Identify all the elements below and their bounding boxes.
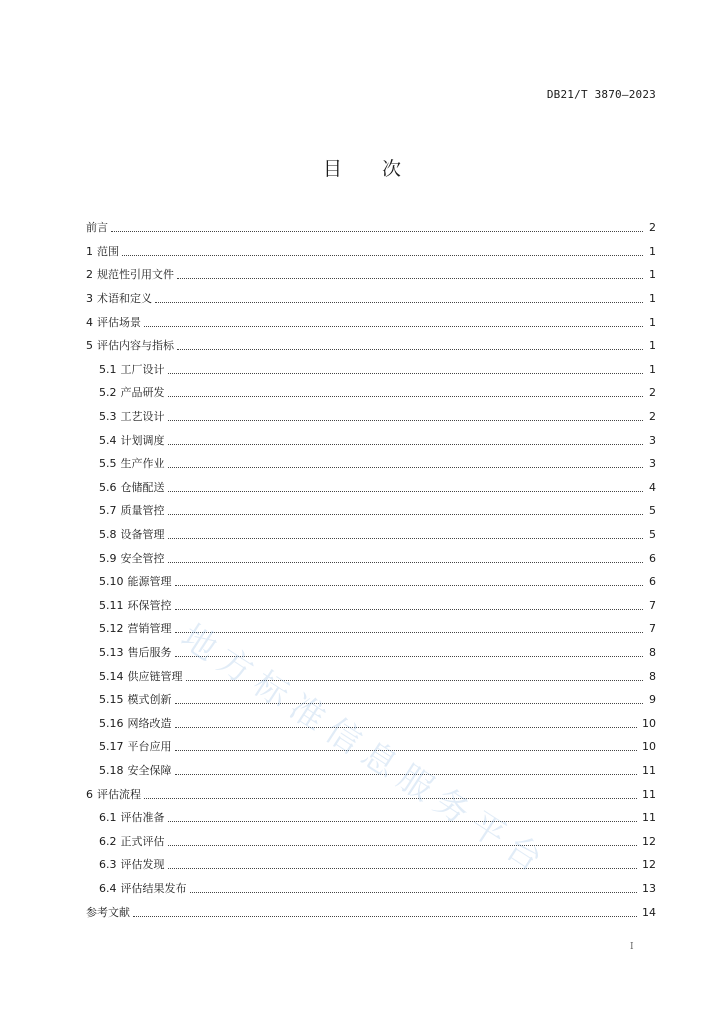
toc-entry-label [86, 317, 144, 328]
toc-entry-title: 术语和定义 [97, 292, 152, 306]
toc-dot-leader [168, 466, 644, 468]
toc-entry-number: 5.14 [99, 669, 124, 683]
toc-entry-number: 6.3 [99, 858, 117, 872]
toc-entry-page: 8 [649, 669, 656, 683]
toc-entry[interactable] [86, 216, 656, 240]
toc-entry-page: 8 [649, 645, 656, 659]
toc-dot-leader [175, 773, 638, 775]
toc-entry-number: 5.13 [99, 645, 124, 659]
toc-entry-page: 7 [649, 598, 656, 612]
toc-entry-label [99, 859, 168, 870]
toc-entry-number: 3 [86, 292, 93, 306]
toc-entry-page: 2 [649, 221, 656, 235]
toc-entry-number: 5.7 [99, 504, 117, 518]
toc-entry[interactable] [86, 829, 656, 853]
toc-entry-page: 1 [649, 362, 656, 376]
table-of-contents [86, 216, 656, 924]
toc-entry-page: 10 [642, 716, 656, 730]
toc-entry-page: 5 [649, 528, 656, 542]
toc-entry-label [99, 694, 175, 705]
toc-dot-leader [155, 301, 643, 303]
toc-entry-title: 网络改造 [127, 716, 172, 730]
toc-entry-title: 规范性引用文件 [97, 268, 174, 282]
toc-entry-title: 评估流程 [97, 787, 141, 801]
toc-entry[interactable] [86, 711, 656, 735]
toc-entry[interactable] [86, 452, 656, 476]
toc-entry-number: 5.17 [99, 740, 124, 754]
toc-entry-number: 5.2 [99, 386, 117, 400]
toc-dot-leader [133, 915, 637, 917]
toc-entry[interactable] [86, 688, 656, 712]
toc-entry-number: 5.4 [99, 433, 117, 447]
toc-entry-number: 5.10 [99, 575, 124, 589]
toc-entry-page: 10 [642, 740, 656, 754]
toc-entry-title: 质量管控 [120, 504, 165, 518]
toc-entry-page: 1 [649, 268, 656, 282]
toc-entry-number: 5.9 [99, 551, 117, 565]
toc-entry[interactable] [86, 782, 656, 806]
toc-entry-title: 评估准备 [120, 811, 165, 825]
toc-entry-page: 2 [649, 386, 656, 400]
toc-entry-page: 1 [649, 339, 656, 353]
toc-entry-title: 供应链管理 [127, 669, 183, 683]
toc-entry-label [86, 907, 133, 918]
toc-entry-number: 5.12 [99, 622, 124, 636]
toc-entry[interactable] [86, 594, 656, 618]
toc-dot-leader [168, 443, 644, 445]
toc-dot-leader [144, 797, 637, 799]
toc-entry-page: 13 [642, 881, 656, 895]
toc-entry-number: 5.8 [99, 528, 117, 542]
toc-entry-page: 11 [642, 787, 656, 801]
toc-entry-page: 12 [642, 858, 656, 872]
toc-entry-number: 5 [86, 339, 93, 353]
toc-entry[interactable] [86, 570, 656, 594]
toc-dot-leader [175, 655, 644, 657]
toc-dot-leader [175, 749, 638, 751]
toc-entry-title: 平台应用 [127, 740, 172, 754]
toc-entry-page: 6 [649, 575, 656, 589]
toc-entry-label [99, 482, 168, 493]
toc-dot-leader [190, 891, 638, 893]
toc-entry-page: 5 [649, 504, 656, 518]
toc-entry-title: 评估场景 [97, 315, 141, 329]
toc-entry-label [99, 435, 168, 446]
toc-entry[interactable] [86, 546, 656, 570]
toc-entry-page: 7 [649, 622, 656, 636]
toc-entry-label [99, 718, 175, 729]
toc-entry-number: 5.6 [99, 480, 117, 494]
toc-entry-title: 前言 [86, 221, 108, 235]
page-title [0, 154, 724, 181]
toc-entry[interactable] [86, 735, 656, 759]
toc-entry[interactable] [86, 806, 656, 830]
title-char-1: 目 [322, 158, 342, 180]
toc-entry[interactable] [86, 499, 656, 523]
toc-entry-number: 5.18 [99, 763, 124, 777]
toc-entry-label [99, 647, 175, 658]
toc-entry-label [99, 505, 168, 516]
toc-entry[interactable] [86, 641, 656, 665]
toc-entry-page: 12 [642, 834, 656, 848]
toc-entry-title: 营销管理 [127, 622, 172, 636]
toc-entry-title: 产品研发 [120, 386, 165, 400]
toc-entry-label [86, 269, 177, 280]
toc-entry-title: 安全管控 [120, 551, 165, 565]
toc-entry-page: 1 [649, 244, 656, 258]
toc-dot-leader [168, 395, 644, 397]
toc-entry-page: 3 [649, 433, 656, 447]
toc-entry[interactable] [86, 877, 656, 901]
toc-entry-title: 模式创新 [127, 693, 172, 707]
toc-dot-leader [175, 726, 638, 728]
toc-entry-label [99, 411, 168, 422]
toc-entry-number: 5.3 [99, 410, 117, 424]
toc-entry-title: 设备管理 [120, 528, 165, 542]
toc-entry-number: 5.11 [99, 598, 124, 612]
toc-entry-label [99, 741, 175, 752]
toc-entry-title: 范围 [97, 244, 119, 258]
toc-entry-page: 11 [642, 763, 656, 777]
toc-dot-leader [186, 679, 644, 681]
toc-entry-label [99, 765, 175, 776]
toc-dot-leader [168, 490, 644, 492]
toc-entry[interactable] [86, 334, 656, 358]
toc-entry-title: 生产作业 [120, 457, 165, 471]
toc-entry-label [99, 529, 168, 540]
toc-entry-number: 2 [86, 268, 93, 282]
toc-dot-leader [175, 702, 644, 704]
toc-dot-leader [168, 419, 644, 421]
toc-entry[interactable] [86, 853, 656, 877]
toc-entry-label [99, 553, 168, 564]
toc-entry-number: 6.1 [99, 811, 117, 825]
toc-entry-label [99, 600, 175, 611]
toc-entry-number: 5.15 [99, 693, 124, 707]
toc-entry-label [99, 812, 168, 823]
toc-entry-title: 环保管控 [127, 598, 172, 612]
toc-entry-label [99, 576, 175, 587]
toc-entry-page: 9 [649, 693, 656, 707]
toc-entry-label [99, 623, 175, 634]
toc-entry-page: 4 [649, 480, 656, 494]
toc-entry[interactable] [86, 759, 656, 783]
toc-dot-leader [177, 277, 643, 279]
toc-entry-title: 安全保障 [127, 763, 172, 777]
toc-entry-label [99, 458, 168, 469]
toc-entry[interactable] [86, 405, 656, 429]
title-char-2: 次 [382, 158, 402, 180]
toc-entry-title: 能源管理 [127, 575, 172, 589]
toc-entry[interactable] [86, 617, 656, 641]
toc-dot-leader [111, 230, 643, 232]
toc-entry[interactable] [86, 476, 656, 500]
toc-dot-leader [168, 561, 644, 563]
toc-entry-label [86, 789, 144, 800]
toc-entry[interactable] [86, 240, 656, 264]
toc-entry-title: 工艺设计 [120, 410, 165, 424]
toc-entry-title: 工厂设计 [120, 362, 165, 376]
toc-entry-number: 6.2 [99, 834, 117, 848]
toc-dot-leader [177, 348, 643, 350]
toc-entry-page: 11 [642, 811, 656, 825]
document-code: DB21/T 3870—2023 [546, 88, 656, 101]
toc-entry-number: 5.1 [99, 362, 117, 376]
toc-entry-label [99, 883, 190, 894]
toc-entry[interactable] [86, 381, 656, 405]
toc-dot-leader [175, 584, 644, 586]
toc-entry[interactable] [86, 310, 656, 334]
toc-entry-title: 评估发现 [120, 858, 165, 872]
watermark: 地方标准信息服务平台 [173, 616, 557, 885]
toc-entry-page: 2 [649, 410, 656, 424]
toc-entry[interactable] [86, 664, 656, 688]
toc-entry-number: 6 [86, 787, 93, 801]
toc-entry[interactable] [86, 287, 656, 311]
toc-entry-number: 4 [86, 315, 93, 329]
toc-entry-page: 3 [649, 457, 656, 471]
toc-entry-number: 5.5 [99, 457, 117, 471]
toc-entry[interactable] [86, 263, 656, 287]
toc-entry-page: 1 [649, 315, 656, 329]
toc-entry-label [99, 671, 186, 682]
toc-dot-leader [168, 844, 638, 846]
toc-entry-label [99, 364, 168, 375]
toc-entry-title: 计划调度 [120, 433, 165, 447]
toc-entry-number: 6.4 [99, 881, 117, 895]
toc-entry-title: 评估内容与指标 [97, 339, 174, 353]
toc-entry[interactable] [86, 428, 656, 452]
toc-entry-page: 14 [642, 905, 656, 919]
toc-dot-leader [168, 513, 644, 515]
toc-entry-title: 评估结果发布 [120, 881, 187, 895]
toc-entry-label [99, 387, 168, 398]
toc-entry-page: 1 [649, 292, 656, 306]
toc-dot-leader [168, 820, 638, 822]
toc-dot-leader [175, 631, 644, 633]
toc-dot-leader [168, 537, 644, 539]
toc-entry-number: 1 [86, 244, 93, 258]
toc-entry-title: 仓储配送 [120, 480, 165, 494]
toc-entry-label [86, 246, 122, 257]
toc-dot-leader [175, 608, 644, 610]
toc-dot-leader [168, 372, 644, 374]
toc-entry-label [86, 222, 111, 233]
toc-entry[interactable] [86, 358, 656, 382]
page-number: I [630, 942, 634, 952]
toc-entry-number: 5.16 [99, 716, 124, 730]
toc-entry[interactable] [86, 523, 656, 547]
toc-entry-title: 售后服务 [127, 645, 172, 659]
toc-entry-title: 参考文献 [86, 905, 130, 919]
toc-entry-label [99, 836, 168, 847]
toc-entry[interactable] [86, 900, 656, 924]
toc-entry-title: 正式评估 [120, 834, 165, 848]
toc-dot-leader [144, 325, 643, 327]
toc-entry-label [86, 293, 155, 304]
toc-entry-label [86, 340, 177, 351]
toc-dot-leader [168, 867, 638, 869]
toc-dot-leader [122, 254, 643, 256]
toc-entry-page: 6 [649, 551, 656, 565]
